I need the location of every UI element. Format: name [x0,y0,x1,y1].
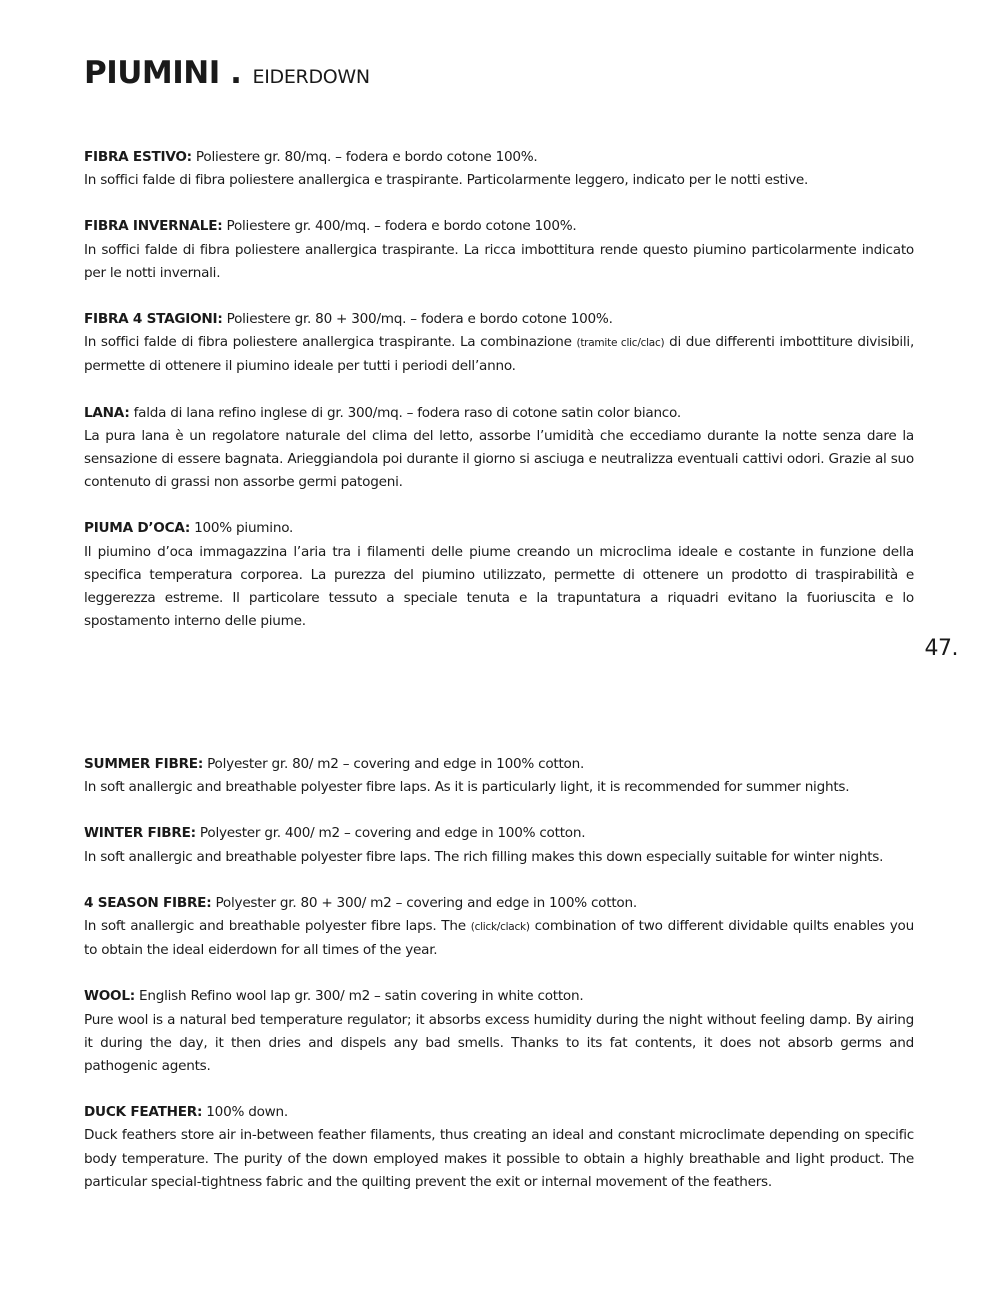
entry-body-part: combination of two different dividable quilts enables you to obtain the ideal eiderdown for all times of the year. [84,918,914,959]
entry-spec-line [84,402,914,425]
entry-body: Duck feathers store air in-between feather filaments, thus creating an ideal and constant microclimate depending on specific body temperature. The purity of the down employed makes it possible to obtain a highly breathable and light product. The particular special-tightness fabric and the quilting prevent the exit or internal movement of the feathers. [84,1127,914,1190]
entry-piuma-d-oca [84,517,914,633]
entry-label: LANA: [84,404,130,421]
entry-label: PIUMA D’OCA: [84,520,191,537]
entry-spec: 100% piumino. [190,520,294,537]
entry-wool [84,985,914,1078]
entry-spec: falda di lana refino inglese di gr. 300/mq. – fodera raso di cotone satin color bianco. [129,404,681,421]
entry-spec-line [84,753,914,776]
entry-body: Pure wool is a natural bed temperature regulator; it absorbs excess humidity during the night without feeling damp. By airing it during the day, it then dries and dispels any bad smells. Thanks to its fat contents, it does not absorb germs and pathogenic agents. [84,1011,914,1075]
entry-label: SUMMER FIBRE: [84,756,204,772]
entry-label: FIBRA ESTIVO: [84,149,192,165]
entry-fibra-invernale [84,215,914,285]
entry-body [84,915,914,962]
entry-spec-line [84,1101,914,1124]
entry-fibra-4-stagioni [84,308,914,379]
entry-body: In soffici falde di fibra poliestere anallergica traspirante. La ricca imbottitura rende questo piumino particolarmente indicato per le notti invernali. [84,241,914,281]
entry-body [84,331,914,378]
entry-spec-line [84,985,914,1008]
entry-label: WOOL: [84,988,135,1005]
entry-label: 4 SEASON FIBRE: [84,894,212,911]
entry-lana [84,402,914,495]
title-sub: EIDERDOWN [252,66,370,88]
entry-body: In soffici falde di fibra poliestere anallergica e traspirante. Particolarmente leggero, indicato per le notti estive. [84,172,809,189]
entry-spec-line [84,892,914,915]
entry-spec: 100% down. [202,1104,288,1121]
page-number: 47. [924,636,958,661]
entry-label: DUCK FEATHER: [84,1104,203,1121]
entry-spec: Poliestere gr. 80 + 300/mq. – fodera e bordo cotone 100%. [222,311,613,328]
entry-body: In soft anallergic and breathable polyester fibre laps. The rich filling makes this down especially suitable for winter nights. [84,848,884,865]
entry-body-note: (tramite clic/clac) [576,337,665,350]
entry-spec-line [84,308,914,331]
entry-spec: English Refino wool lap gr. 300/ m2 – satin covering in white cotton. [134,988,584,1005]
entry-summer-fibre [84,753,914,799]
entry-label: FIBRA 4 STAGIONI: [84,311,223,328]
entry-spec-line [84,215,914,238]
entry-spec: Polyester gr. 80/ m2 – covering and edge in 100% cotton. [203,756,585,772]
entry-4-season-fibre [84,892,914,963]
entry-label: FIBRA INVERNALE: [84,218,223,235]
entry-duck-feather [84,1101,914,1194]
entry-body-part: In soft anallergic and breathable polyester fibre laps. The [84,918,471,935]
entry-spec-line [84,146,914,169]
entry-spec: Polyester gr. 80 + 300/ m2 – covering and edge in 100% cotton. [211,894,637,911]
entry-spec: Poliestere gr. 80/mq. – fodera e bordo cotone 100%. [191,149,538,165]
entry-body-note: (click/clack) [470,921,530,934]
entry-fibra-estivo [84,146,914,192]
entry-spec-line [84,517,914,540]
entry-label: WINTER FIBRE: [84,825,196,842]
entry-body: La pura lana è un regolatore naturale del clima del letto, assorbe l’umidità che eccediamo durante la notte senza dare la sensazione di essere bagnata. Arieggiandola poi durante il giorno si asciuga e neutralizza eventuali cattivi odori. Grazie al suo contenuto di grassi non assorbe germi patogeni. [84,427,914,491]
entry-spec: Polyester gr. 400/ m2 – covering and edge in 100% cotton. [195,825,586,842]
entry-body-part: In soffici falde di fibra poliestere anallergica traspirante. La combinazione [84,334,577,351]
entry-spec: Poliestere gr. 400/mq. – fodera e bordo cotone 100%. [222,218,577,235]
entry-winter-fibre [84,822,914,868]
entry-body: Il piumino d’oca immagazzina l’aria tra i filamenti delle piume creando un microclima ideale e costante in funzione della specifica temperatura corporea. La purezza del piumino utilizzato, permette di ottenere un prodotto di traspirabilità e leggerezza estreme. Il particolare tessuto a speciale tenuta e la trapuntatura a riquadri evitano la fuoriuscita e lo spostamento interno delle piume. [84,543,914,630]
italian-section [84,146,914,656]
entry-body: In soft anallergic and breathable polyester fibre laps. As it is particularly light, it is recommended for summer nights. [84,779,850,796]
english-section [84,753,914,1217]
page-title [84,56,370,89]
entry-body-part: di due differenti imbottiture divisibili, permette di ottenere il piumino ideale per tutti i periodi dell’anno. [84,334,915,375]
title-main: PIUMINI . [84,55,242,91]
entry-spec-line [84,822,914,845]
